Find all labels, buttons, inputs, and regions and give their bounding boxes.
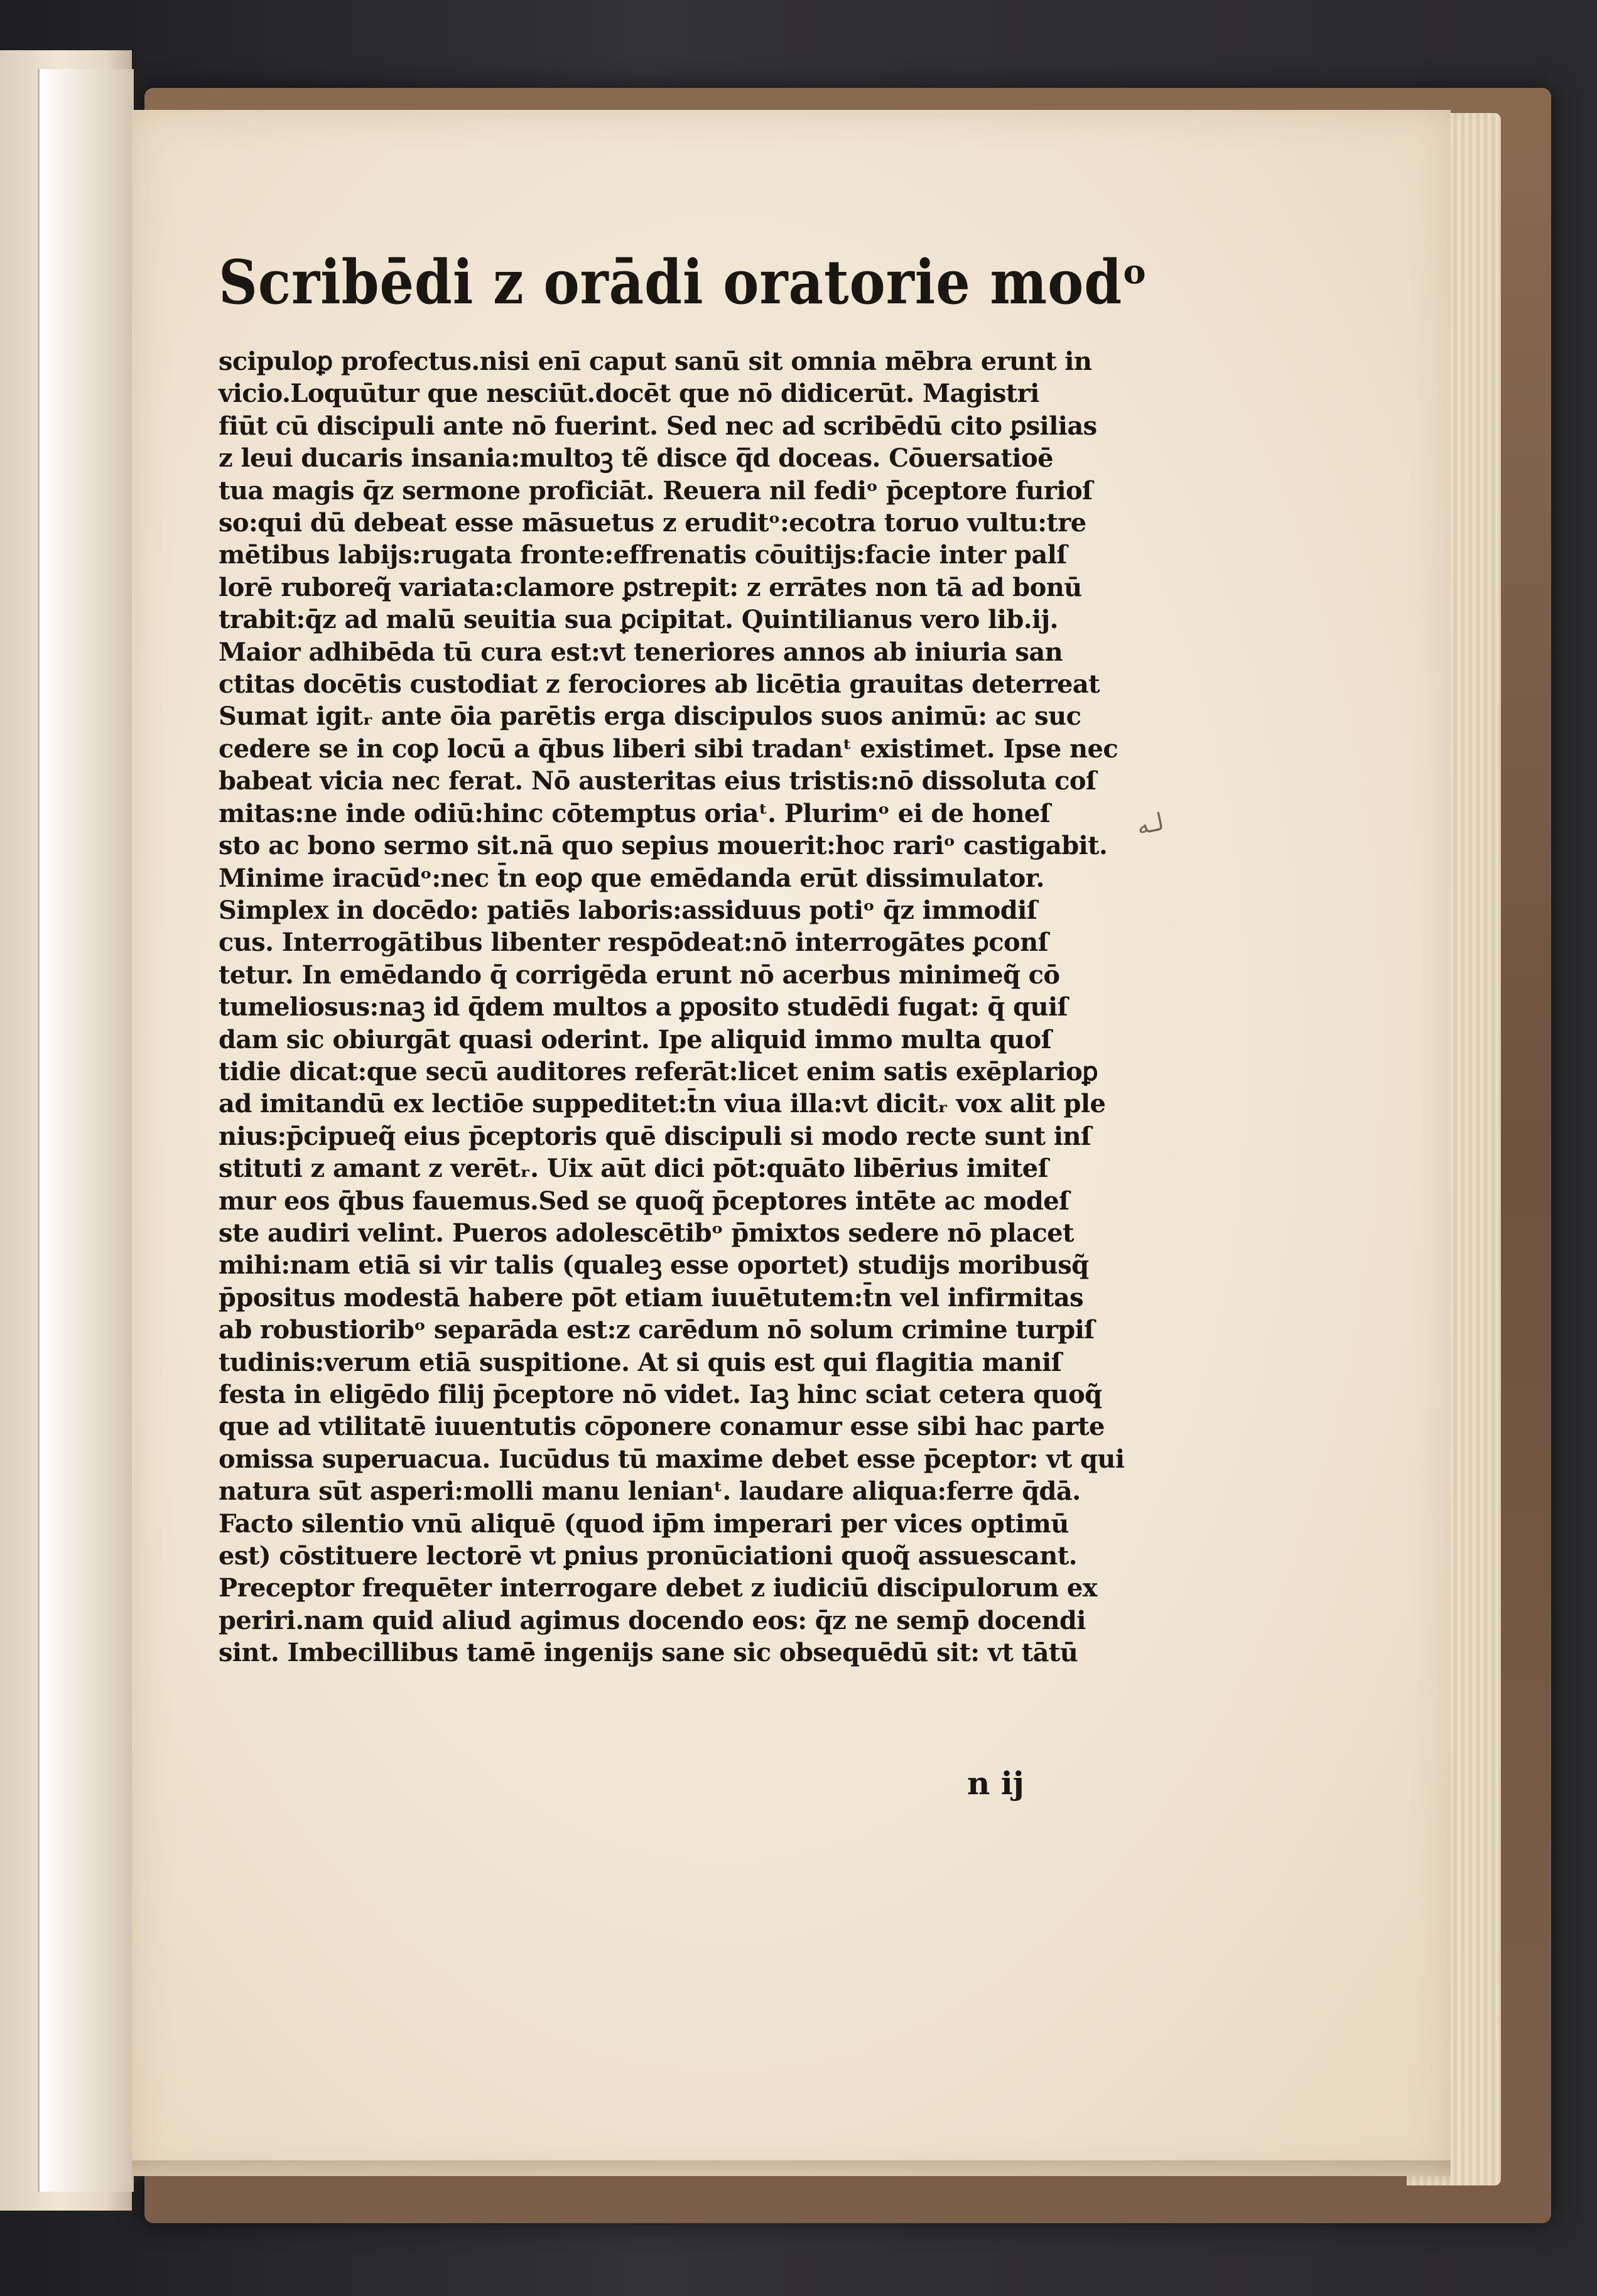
text-line: tumeliosus:naꝫ id q̄dem multos a ꝑposito studēdi fugat: q̄ quiſ (219, 992, 1068, 1022)
signature-mark: n ij (967, 1765, 1024, 1802)
text-line: Facto silentio vnū aliquē (quod ip̄m imperari per vices optimū (219, 1508, 1069, 1539)
text-line: omissa superuacua. Iucūdus tū maxime debet esse p̄ceptor: vt qui (219, 1444, 1125, 1474)
text-line: mur eos q̄bus fauemus.Sed se quoq̃ p̄ceptores intēte ac modeſ (219, 1186, 1069, 1216)
text-line: tua magis q̄z sermone proficiāt. Reuera nil fediᵒ p̄ceptore furioſ (219, 475, 1093, 506)
text-line: est) cōstituere lectorē vt ꝑnius pronūciationi quoq̃ assuescant. (219, 1541, 1077, 1571)
text-line: ad imitandū ex lectiōe suppeditet:t̄n viua illa:vt dicitᵣ vox alit ple (219, 1089, 1106, 1119)
text-line: natura sūt asperi:molli manu lenianᵗ. laudare aliqua:ferre q̄dā. (219, 1476, 1081, 1507)
text-line: trabit:q̄z ad malū seuitia sua ꝑcipitat. Quintilianus vero lib.ij. (219, 605, 1058, 635)
text-line: que ad vtilitatē iuuentutis cōponere conamur esse sibi hac parte (219, 1412, 1105, 1442)
text-line: tudinis:verum etiā suspitione. At si quis est qui flagitia maniſ (219, 1347, 1062, 1377)
text-line: lorē ruboreq̃ variata:clamore ꝑstrepit: z errātes non tā ad bonū (219, 572, 1082, 602)
text-line: festa in eligēdo filij p̄ceptore nō videt. Iaꝫ hinc sciat cetera quoq̃ (219, 1380, 1102, 1409)
text-line: mihi:nam etiā si vir talis (qualeꝫ esse oportet) studijs moribusq̃ (219, 1250, 1089, 1281)
text-line: cedere se in coꝑ locū a q̄bus liberi sibi tradanᵗ existimet. Ipse nec (219, 734, 1118, 764)
text-line: Minime iracūdᵒ:nec t̄n eoꝑ que emēdanda erūt dissimulator. (219, 863, 1044, 893)
text-line: tidie dicat:que secū auditores referāt:licet enim satis exēplarioꝑ (219, 1056, 1098, 1086)
page-text-block (219, 245, 1148, 1669)
text-line: scipuloꝑ profectus.nisi enī caput sanū sit omnia mēbra erunt in (219, 347, 1092, 376)
text-line: ctitas docētis custodiat z ferociores ab licētia grauitas deterreat (219, 669, 1100, 700)
page-shadow (132, 2160, 1451, 2185)
text-line: fiūt cū discipuli ante nō fuerint. Sed nec ad scribēdū cito ꝑsilias (219, 411, 1097, 441)
text-line: periri.nam quid aliud agimus docendo eos: q̄z ne semp̄ docendi (219, 1605, 1086, 1635)
text-line: Preceptor frequēter interrogare debet z iudiciū discipulorum ex (219, 1573, 1097, 1603)
text-line: nius:p̄cipueq̃ eius p̄ceptoris quē discipuli si modo recte sunt inſ (219, 1121, 1091, 1151)
body-text (219, 345, 1148, 1669)
text-line: z leui ducaris insania:multoꝫ tẽ disce q̅d doceas. Cōuersatioē (219, 443, 1053, 474)
text-line: tetur. In emēdando q̄ corrigēda erunt nō acerbus minimeq̃ cō (219, 960, 1060, 990)
text-line: babeat vicia nec ferat. Nō austeritas eius tristis:nō dissoluta coſ (219, 766, 1096, 796)
text-line: sint. Imbecillibus tamē ingenijs sane sic obsequēdū sit: vt tātū (219, 1638, 1078, 1668)
text-line: dam sic obiurgāt quasi oderint. Ipe aliquid immo multa quoſ (219, 1024, 1052, 1054)
text-line: ab robustioribᵒ separāda est:z carēdum nō solum crimine turpiſ (219, 1315, 1095, 1345)
left-page-fold (38, 69, 134, 2192)
page-title: Scribēdi z orādi oratorie modᵒ (219, 247, 1149, 318)
text-line: p̄positus modestā habere pōt etiam iuuētutem:t̄n vel infirmitas (219, 1282, 1084, 1313)
text-line: sto ac bono sermo sit.nā quo sepius mouerit:hoc rariᵒ castigabit. (219, 831, 1108, 861)
text-line: Sumat igitᵣ ante ōia parētis erga discipulos suos animū: ac suc (219, 701, 1081, 732)
text-line: vicio.Loquūtur que nesciūt.docēt que nō didicerūt. Magistri (219, 379, 1039, 409)
text-line: Simplex in docēdo: patiēs laboris:assiduus potiᵒ q̄z immodiſ (219, 895, 1037, 925)
text-line: stituti z amant z verētᵣ. Uix aūt dici pōt:quāto libērius imiteſ (219, 1154, 1049, 1184)
text-line: Maior adhibēda tū cura est:vt teneriores annos ab iniuria san (219, 637, 1063, 667)
text-line: cus. Interrogātibus libenter respōdeat:nō interrogātes ꝑconſ (219, 928, 1049, 958)
margin-annotation: لـه (1134, 808, 1167, 840)
text-line: ste audiri velint. Pueros adolescētibᵒ p̄mixtos sedere nō placet (219, 1218, 1074, 1248)
text-line: mētibus labijs:rugata fronte:effrenatis cōuitijs:facie inter palſ (219, 540, 1067, 570)
text-line: mitas:ne inde odiū:hinc cōtemptus oriaᵗ. Plurimᵒ ei de honeſ (219, 798, 1051, 828)
text-line: so:qui dū debeat esse māsuetus z eruditᵒ:ecotra toruo vultu:tre (219, 508, 1086, 538)
